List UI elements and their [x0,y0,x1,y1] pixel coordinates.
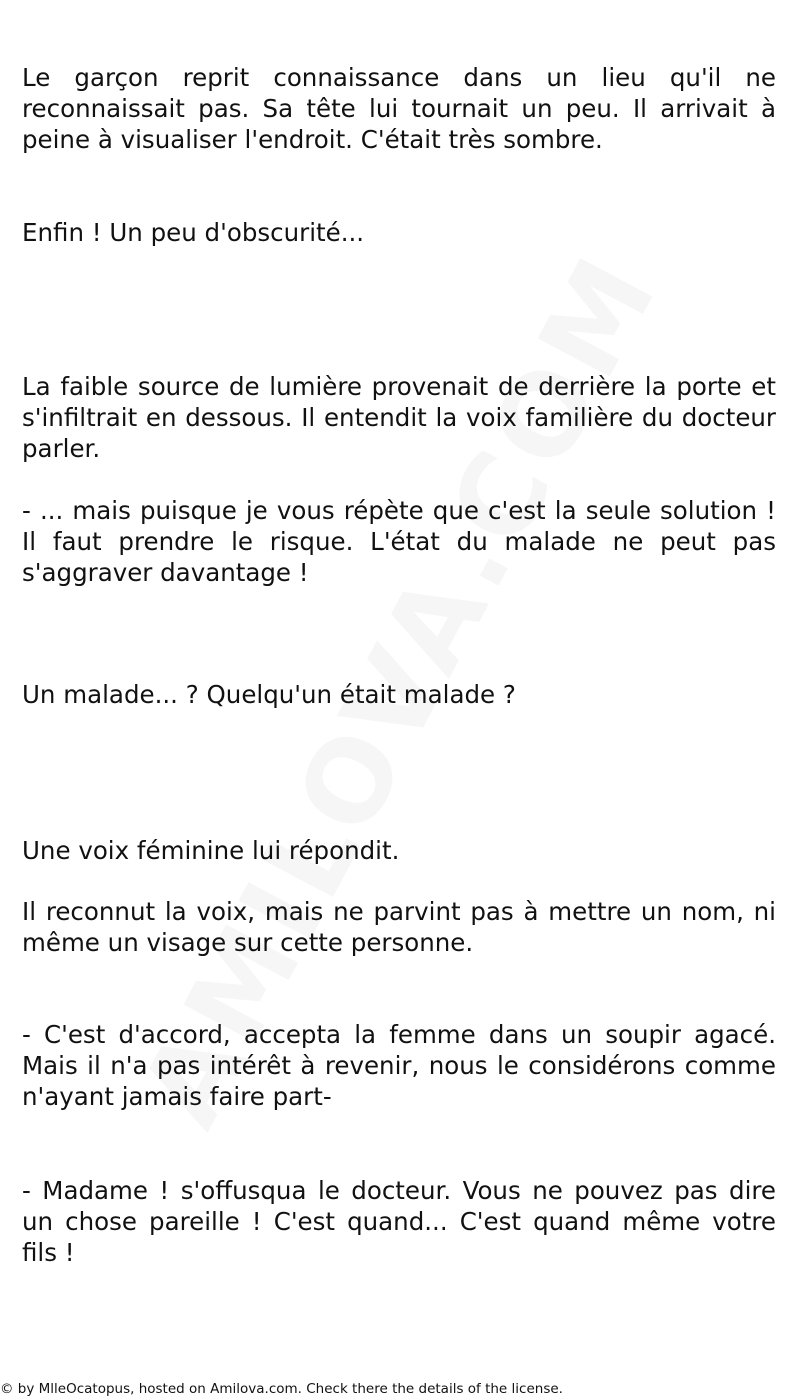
license-footer: © by MlleOcatopus, hosted on Amilova.com. Check there the details of the license. [0,1381,563,1397]
paragraph-2: Enfin ! Un peu d'obscurité... [22,218,365,247]
paragraph-4: - ... mais puisque je vous répète que c'est la seule solution ! Il faut prendre le risque. L'état du malade ne peut pas s'aggraver davantage ! [22,496,776,587]
paragraph-7: Il reconnut la voix, mais ne parvint pas à mettre un nom, ni même un visage sur cette personne. [22,897,776,957]
paragraph-5: Un malade... ? Quelqu'un était malade ? [22,680,516,709]
paragraph-1: Le garçon reprit connaissance dans un lieu qu'il ne reconnaissait pas. Sa tête lui tournait un peu. Il arrivait à peine à visualiser l'endroit. C'était très sombre. [22,63,776,154]
paragraph-6: Une voix féminine lui répondit. [22,836,400,865]
paragraph-9: - Madame ! s'offusqua le docteur. Vous ne pouvez pas dire un chose pareille ! C'est quand... C'est quand même votre fils ! [22,1176,776,1267]
paragraph-3: La faible source de lumière provenait de derrière la porte et s'infiltrait en dessous. Il entendit la voix familière du docteur parler. [22,372,776,463]
paragraph-8: - C'est d'accord, accepta la femme dans un soupir agacé. Mais il n'a pas intérêt à revenir, nous le considérons comme n'ayant jamais faire part- [22,1020,776,1111]
